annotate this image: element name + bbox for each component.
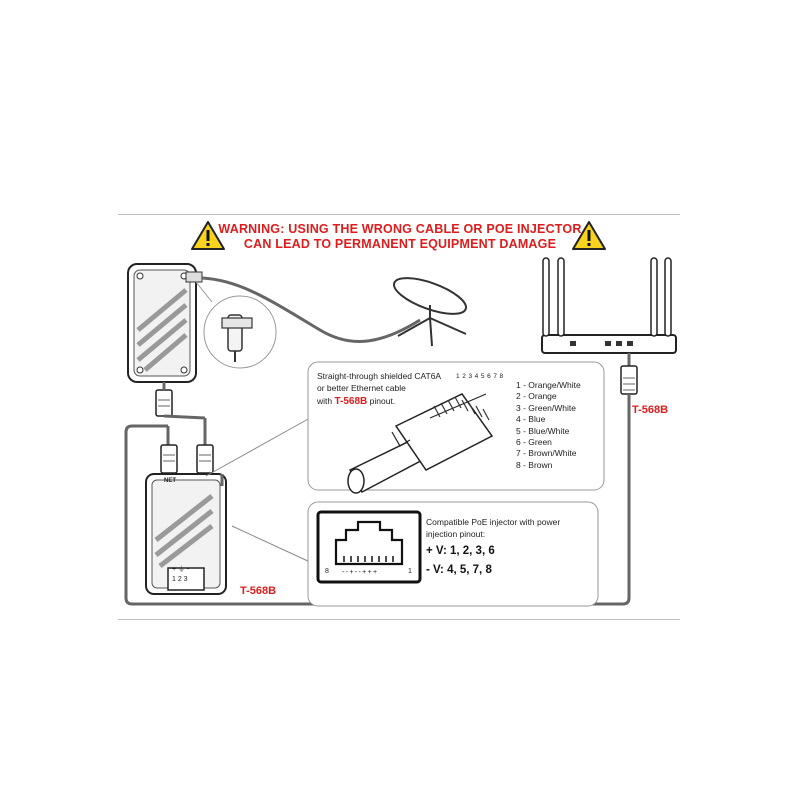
injector-plugs xyxy=(161,416,213,473)
callout-line-cable xyxy=(206,418,310,476)
plus-v-pins: + V: 1, 2, 3, 6 xyxy=(426,545,495,557)
terminal-numbers: 1 2 3 xyxy=(172,576,188,583)
router-bottom-plug xyxy=(156,382,172,416)
starlink-router xyxy=(128,264,202,382)
pin-item: 4 - Blue xyxy=(516,414,546,425)
pinout-list xyxy=(516,380,581,471)
starlink-dish xyxy=(390,271,470,346)
router-rj45-plug xyxy=(621,353,637,394)
t568b-label-router: T-568B xyxy=(632,404,669,416)
minus-v-pins: - V: 4, 5, 7, 8 xyxy=(426,564,492,576)
terminal-symbols: + ⏚ - xyxy=(172,566,190,573)
callout-line-poe xyxy=(232,526,310,562)
pin-item: 7 - Brown/White xyxy=(516,448,577,459)
plug-pin-numbers xyxy=(456,373,506,380)
poe-desc-line-1: Compatible PoE injector with power xyxy=(426,517,561,527)
plug-pin-number: 2 xyxy=(462,373,469,380)
port-pin-8: 8 xyxy=(325,568,329,575)
t568b-label-injector: T-568B xyxy=(240,585,277,597)
plug-pin-number: 7 xyxy=(493,373,500,380)
pin-item: 3 - Green/White xyxy=(516,402,576,413)
plug-pin-number: 3 xyxy=(468,373,475,380)
connector-zoom xyxy=(196,282,276,368)
cable-t568b-highlight: T-568B xyxy=(334,396,368,407)
port-polarity: - - + - - + + + xyxy=(342,569,377,576)
plug-pin-number: 1 xyxy=(456,373,463,380)
cable-desc-suffix: pinout. xyxy=(367,396,396,406)
wifi-router xyxy=(542,258,676,353)
plug-pin-number: 8 xyxy=(499,373,506,380)
warning-line-2: CAN LEAD TO PERMANENT EQUIPMENT DAMAGE xyxy=(243,237,557,251)
injector-net-label: NET xyxy=(164,478,176,484)
poe-desc-line-2: injection pinout: xyxy=(426,529,486,539)
cable-desc-line-3 xyxy=(317,396,395,407)
cable-desc-line-2: or better Ethernet cable xyxy=(317,383,406,393)
plug-pin-number: 5 xyxy=(480,373,488,380)
pin-item: 2 - Orange xyxy=(516,391,557,402)
pin-item: 8 - Brown xyxy=(516,459,553,470)
cable-desc-line-1: Straight-through shielded CAT6A xyxy=(317,371,442,381)
pin-item: 5 - Blue/White xyxy=(516,425,570,436)
port-pin-1: 1 xyxy=(408,568,412,575)
pin-item: 6 - Green xyxy=(516,437,552,448)
plug-pin-number: 4 xyxy=(474,373,481,380)
warning-heading xyxy=(0,222,800,252)
cable-desc-prefix: with xyxy=(317,396,335,406)
plug-pin-number: 6 xyxy=(487,373,494,380)
warning-line-1: WARNING: USING THE WRONG CABLE OR POE INJECTOR xyxy=(218,222,582,236)
pin-item: 1 - Orange/White xyxy=(516,380,581,390)
